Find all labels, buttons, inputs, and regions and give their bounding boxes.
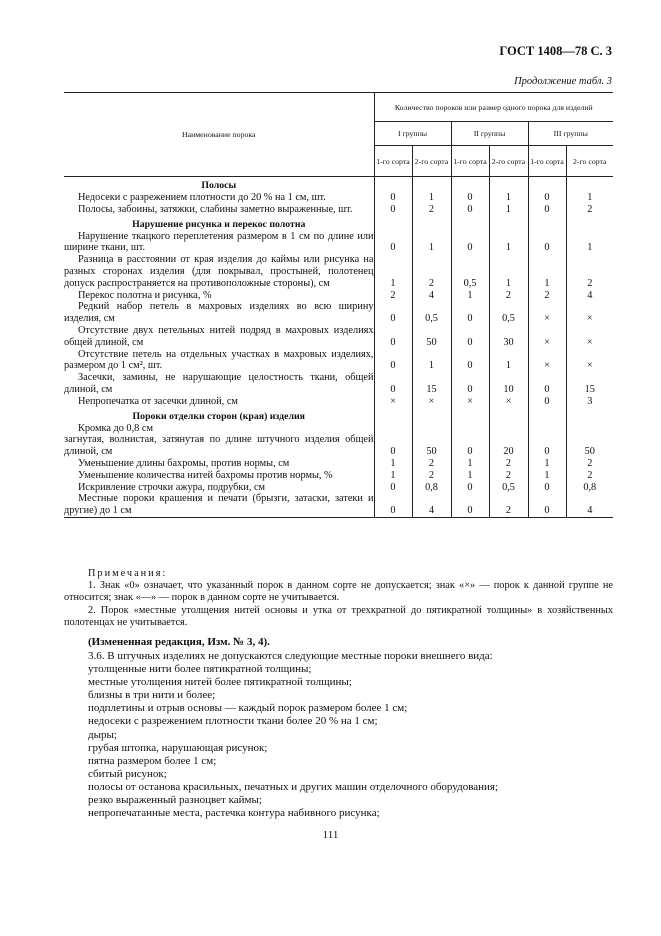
note-item: 1. Знак «0» означает, что указанный порок в данном сорте не допускается; знак «×» — порок к данной группе не относится; знак «—» — порок в данном сорте не учитывается. <box>64 580 613 604</box>
value-cell: × <box>489 396 528 408</box>
table-row <box>64 325 613 349</box>
value-cell: 0,5 <box>489 482 528 494</box>
list-item: близны в три нити и более; <box>88 689 216 702</box>
value-cell: 0 <box>374 349 412 373</box>
defect-name-cell: Нарушение ткацкого переплетения размером в 1 см по длине или ширине ткани, шт. <box>64 230 374 254</box>
table-row <box>64 301 613 325</box>
table-section-row <box>64 216 613 231</box>
value-cell: 0 <box>451 231 489 255</box>
edition-note: (Измененная редакция, Изм. № 3, 4). <box>88 636 270 648</box>
value-cell: 0 <box>374 434 412 458</box>
value-cell: 1 <box>374 458 412 470</box>
value-cell: 1 <box>528 254 566 289</box>
value-cell: 15 <box>412 372 451 396</box>
table-row <box>64 434 613 458</box>
value-cell: 1 <box>489 192 528 204</box>
value-cell: 0 <box>528 396 566 408</box>
value-cell: 30 <box>489 325 528 349</box>
table-section-row <box>64 408 613 423</box>
list-item: резко выраженный разноцвет каймы; <box>88 794 262 807</box>
value-cell: 0 <box>374 482 412 494</box>
value-cell: 0 <box>451 192 489 204</box>
value-cell: 4 <box>566 493 613 517</box>
list-item: пятна размером более 1 см; <box>88 754 217 767</box>
empty-cell <box>528 408 566 423</box>
value-cell: 2 <box>412 254 451 289</box>
defect-name-cell: Редкий набор петель в махровых изделиях во всю ширину изделия, см <box>64 301 374 325</box>
grade-header: 2-го сорта <box>412 146 451 177</box>
value-cell: 0 <box>374 372 412 396</box>
value-cell: 1 <box>412 192 451 204</box>
table-row <box>64 372 613 396</box>
value-cell: 1 <box>412 349 451 373</box>
value-cell: 0 <box>528 204 566 216</box>
value-cell: 2 <box>489 470 528 482</box>
value-cell: 2 <box>566 204 613 216</box>
list-item: подплетины и отрыв основы — каждый порок размером более 1 см; <box>88 702 408 715</box>
list-item: сбитый рисунок; <box>88 767 167 780</box>
value-cell <box>489 423 528 435</box>
value-cell: 1 <box>489 254 528 289</box>
empty-cell <box>566 177 613 193</box>
table-body <box>64 177 613 518</box>
section-title: Пороки отделки сторон (края) изделия <box>132 410 305 422</box>
value-cell: × <box>374 396 412 408</box>
table-row <box>64 290 613 302</box>
value-cell: × <box>528 325 566 349</box>
defect-name-cell: Перекос полотна и рисунка, % <box>78 289 212 301</box>
value-cell: 10 <box>489 372 528 396</box>
empty-cell <box>412 408 451 423</box>
list-item: утолщенные нити более пятикратной толщины; <box>88 663 312 676</box>
empty-cell <box>412 177 451 193</box>
group-header-1: I группы <box>374 122 451 146</box>
value-cell: 50 <box>566 434 613 458</box>
section-title: Полосы <box>201 180 237 192</box>
value-cell: 0 <box>528 192 566 204</box>
list-item: недосеки с разрежением плотности ткани более 20 % на 1 см; <box>88 715 378 728</box>
list-item: непропечатанные места, растечка контура набивного рисунка; <box>88 807 380 820</box>
notes-heading: Примечания: <box>88 568 168 579</box>
list-item: полосы от останова красильных, печатных и других машин отделочного оборудования; <box>88 780 499 793</box>
value-cell <box>412 423 451 435</box>
value-cell: 4 <box>566 290 613 302</box>
value-cell: 3 <box>566 396 613 408</box>
defect-name-cell: Уменьшение количества нитей бахромы против нормы, % <box>78 469 333 481</box>
section-title: Нарушение рисунка и перекос полотна <box>132 218 306 230</box>
value-cell: × <box>528 349 566 373</box>
grade-header: 2-го сорта <box>566 146 613 177</box>
value-cell: 1 <box>451 458 489 470</box>
defect-name-cell: Разница в расстоянии от края изделия до каймы или рисунка на разных сторонах изделия (для покрывал, простыней, полотенец допуск распространяется на противоположные стороны), см <box>64 254 374 289</box>
value-cell: 0 <box>451 349 489 373</box>
value-cell: 1 <box>489 204 528 216</box>
notes-block <box>64 568 613 629</box>
table-row <box>64 482 613 494</box>
value-cell: 1 <box>374 254 412 289</box>
value-cell: 2 <box>489 458 528 470</box>
empty-cell <box>489 177 528 193</box>
value-cell: 0 <box>451 325 489 349</box>
defect-name-cell: Искривление строчки ажура, подрубки, см <box>78 481 266 493</box>
column-header-count: Количество пороков или размер одного порока для изделий <box>374 93 613 122</box>
section-3-6 <box>64 650 613 820</box>
table-row <box>64 470 613 482</box>
value-cell: 1 <box>566 231 613 255</box>
value-cell: 4 <box>412 493 451 517</box>
empty-cell <box>489 408 528 423</box>
defect-name-cell: Уменьшение длины бахромы, против нормы, см <box>78 457 290 469</box>
value-cell <box>451 423 489 435</box>
value-cell <box>528 423 566 435</box>
value-cell: 1 <box>489 231 528 255</box>
table-row <box>64 458 613 470</box>
grade-header: 2-го сорта <box>489 146 528 177</box>
table-row <box>64 254 613 289</box>
value-cell: 0 <box>374 231 412 255</box>
page-header: ГОСТ 1408—78 С. 3 <box>499 44 612 58</box>
defect-name-cell: Засечки, замины, не нарушающие целостность ткани, общей длиной, см <box>64 372 374 395</box>
defects-table <box>64 92 613 518</box>
value-cell: 0 <box>451 482 489 494</box>
value-cell: 2 <box>412 204 451 216</box>
value-cell: 0 <box>374 192 412 204</box>
table-row <box>64 204 613 216</box>
defect-list <box>64 663 613 820</box>
empty-cell <box>451 177 489 193</box>
empty-cell <box>412 216 451 231</box>
value-cell: 0,5 <box>451 254 489 289</box>
empty-cell <box>451 216 489 231</box>
empty-cell <box>489 216 528 231</box>
value-cell: 1 <box>374 470 412 482</box>
list-item: местные утолщения нитей более пятикратной толщины; <box>88 676 352 689</box>
value-cell: 0 <box>374 301 412 325</box>
grade-header: 1-го сорта <box>374 146 412 177</box>
value-cell: 2 <box>412 458 451 470</box>
empty-cell <box>566 408 613 423</box>
empty-cell <box>374 408 412 423</box>
value-cell: 1 <box>451 470 489 482</box>
list-item: грубая штопка, нарушающая рисунок; <box>88 741 268 754</box>
value-cell: 15 <box>566 372 613 396</box>
value-cell: 0,8 <box>566 482 613 494</box>
value-cell: × <box>566 301 613 325</box>
defect-name-cell: Недосеки с разрежением плотности до 20 % на 1 см, шт. <box>78 192 326 203</box>
defect-name-cell: Непропечатка от засечки длиной, см <box>78 395 238 407</box>
value-cell: 0 <box>451 493 489 517</box>
page-number: 111 <box>322 829 339 841</box>
value-cell <box>374 423 412 435</box>
value-cell: 1 <box>412 231 451 255</box>
value-cell: 0 <box>528 434 566 458</box>
value-cell: 1 <box>451 290 489 302</box>
empty-cell <box>374 177 412 193</box>
value-cell: 2 <box>412 470 451 482</box>
value-cell: 0 <box>451 434 489 458</box>
value-cell: 2 <box>566 254 613 289</box>
group-header-3: III группы <box>528 122 613 146</box>
value-cell: 1 <box>528 458 566 470</box>
value-cell: 0 <box>528 372 566 396</box>
value-cell: 50 <box>412 434 451 458</box>
value-cell: 2 <box>566 458 613 470</box>
value-cell: 4 <box>412 290 451 302</box>
table-continuation-label: Продолжение табл. 3 <box>514 76 612 87</box>
grade-header: 1-го сорта <box>528 146 566 177</box>
value-cell: 0 <box>451 301 489 325</box>
table-row <box>64 423 613 435</box>
section-intro: 3.6. В штучных изделиях не допускаются следующие местные пороки внешнего вида: <box>88 650 493 662</box>
note-item: 2. Порок «местные утолщения нитей основы и утка от трехкратной до пятикратной толщины» в хозяйственных полотенцах не учитывается. <box>64 604 613 628</box>
table-row <box>64 349 613 373</box>
table-section-row <box>64 177 613 193</box>
defect-name-cell: загнутая, волнистая, затянутая по длине штучного изделия общей длиной, см <box>64 434 374 458</box>
value-cell: 1 <box>489 349 528 373</box>
value-cell: 0 <box>451 372 489 396</box>
value-cell: 2 <box>489 493 528 517</box>
value-cell: 0 <box>528 482 566 494</box>
value-cell <box>566 423 613 435</box>
defect-name-cell: Отсутствие двух петельных нитей подряд в махровых изделиях общей длиной, см <box>64 324 374 348</box>
defect-name-cell: Местные пороки крашения и печати (брызги, затаски, затеки и другие) до 1 см <box>64 493 374 517</box>
empty-cell <box>566 216 613 231</box>
value-cell: 2 <box>489 290 528 302</box>
value-cell: 0,5 <box>489 301 528 325</box>
defect-name-cell: Кромка до 0,8 см <box>78 422 153 434</box>
column-header-defect-name: Наименование порока <box>64 93 374 177</box>
table-row <box>64 396 613 408</box>
value-cell: 0 <box>374 204 412 216</box>
value-cell: × <box>566 325 613 349</box>
table-row <box>64 231 613 255</box>
value-cell: 0 <box>528 231 566 255</box>
value-cell: × <box>566 349 613 373</box>
value-cell: 1 <box>528 470 566 482</box>
value-cell: × <box>528 301 566 325</box>
value-cell: × <box>412 396 451 408</box>
value-cell: 2 <box>528 290 566 302</box>
value-cell: × <box>451 396 489 408</box>
value-cell: 0 <box>528 493 566 517</box>
list-item: дыры; <box>88 728 117 741</box>
empty-cell <box>451 408 489 423</box>
empty-cell <box>528 216 566 231</box>
grade-header: 1-го сорта <box>451 146 489 177</box>
value-cell: 0 <box>451 204 489 216</box>
group-header-2: II группы <box>451 122 528 146</box>
value-cell: 0 <box>374 493 412 517</box>
empty-cell <box>374 216 412 231</box>
defect-name-cell: Отсутствие петель на отдельных участках в махровых изделиях, размером до 1 см², шт. <box>64 348 374 372</box>
value-cell: 1 <box>566 192 613 204</box>
value-cell: 0 <box>374 325 412 349</box>
value-cell: 2 <box>374 290 412 302</box>
value-cell: 20 <box>489 434 528 458</box>
table-row <box>64 192 613 204</box>
table-row <box>64 493 613 517</box>
value-cell: 50 <box>412 325 451 349</box>
value-cell: 0,8 <box>412 482 451 494</box>
defect-name-cell: Полосы, забоины, затяжки, слабины заметно выраженные, шт. <box>78 203 353 215</box>
value-cell: 0,5 <box>412 301 451 325</box>
value-cell: 2 <box>566 470 613 482</box>
empty-cell <box>528 177 566 193</box>
